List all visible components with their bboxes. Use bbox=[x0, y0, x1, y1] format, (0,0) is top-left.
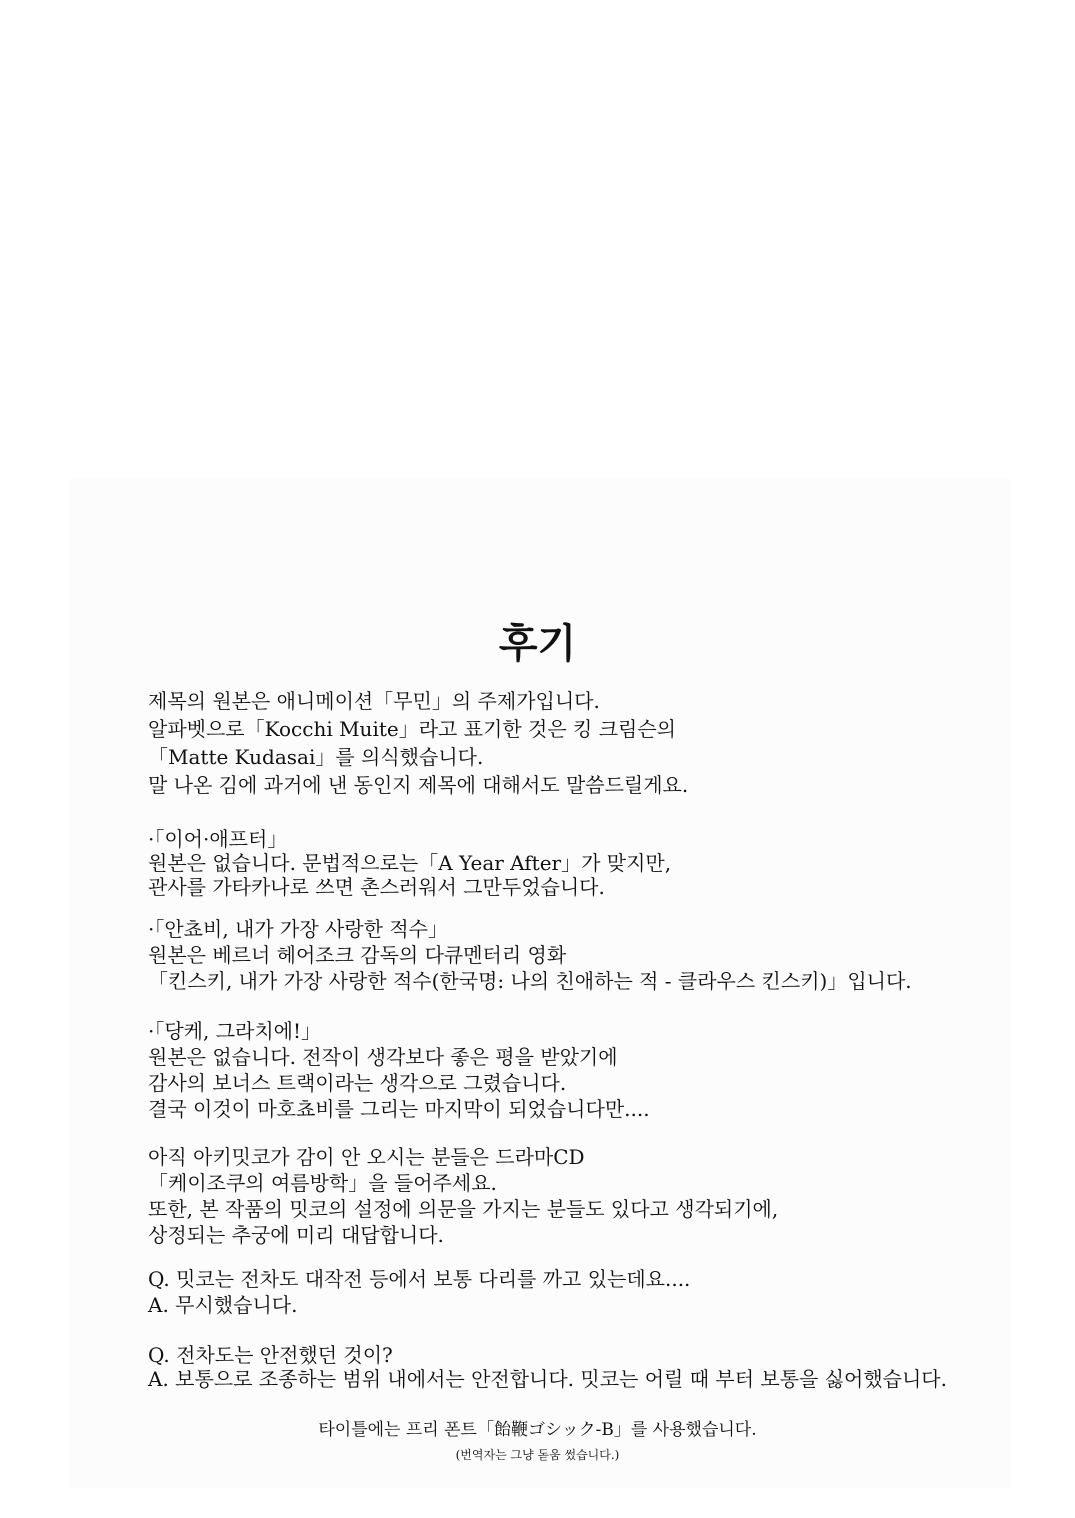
section-line: 상정되는 추궁에 미리 대답합니다. bbox=[148, 1223, 444, 1247]
section-heading: ·「안쵸비, 내가 가장 사랑한 적수」 bbox=[148, 917, 448, 941]
intro-line: 말 나온 김에 과거에 낸 동인지 제목에 대해서도 말씀드릴게요. bbox=[148, 773, 689, 797]
section-line: 아직 아키밋코가 감이 안 오시는 분들은 드라마CD bbox=[148, 1145, 585, 1169]
section-line: 관사를 가타카나로 쓰면 촌스러워서 그만두었습니다. bbox=[148, 875, 605, 899]
section-line: 감사의 보너스 트랙이라는 생각으로 그렸습니다. bbox=[148, 1071, 567, 1095]
section-line: 또한, 본 작품의 밋코의 설정에 의문을 가지는 분들도 있다고 생각되기에, bbox=[148, 1197, 779, 1221]
section-heading: ·「당케, 그라치에!」 bbox=[148, 1019, 322, 1043]
section-line: 결국 이것이 마호쵸비를 그리는 마지막이 되었습니다만.... bbox=[148, 1097, 650, 1121]
section-heading: ·「이어·애프터」 bbox=[148, 827, 288, 851]
section-line: 원본은 없습니다. 문법적으로는「A Year After」가 맞지만, bbox=[148, 851, 672, 875]
section-line: 「킨스키, 내가 가장 사랑한 적수(한국명: 나의 친애하는 적 - 클라우스 킨스키)」입니다. bbox=[148, 969, 912, 993]
intro-line: 제목의 원본은 애니메이션「무민」의 주제가입니다. bbox=[148, 689, 600, 713]
section-line: 원본은 베르너 헤어조크 감독의 다큐멘터리 영화 bbox=[148, 943, 567, 967]
answer-line: A. 무시했습니다. bbox=[148, 1293, 298, 1317]
section-line: 「케이조쿠의 여름방학」을 들어주세요. bbox=[148, 1171, 497, 1195]
question-line: Q. 밋코는 전차도 대작전 등에서 보통 다리를 까고 있는데요.... bbox=[148, 1267, 691, 1291]
question-line: Q. 전차도는 안전했던 것이? bbox=[148, 1343, 393, 1367]
answer-line: A. 보통으로 조종하는 범위 내에서는 안전합니다. 밋코는 어릴 때 부터 보통을 싫어했습니다. bbox=[148, 1367, 947, 1391]
section-line: 원본은 없습니다. 전작이 생각보다 좋은 평을 받았기에 bbox=[148, 1045, 618, 1069]
page-title: 후기 bbox=[498, 621, 577, 667]
translator-note: (번역자는 그냥 돋움 썼습니다.) bbox=[455, 1448, 620, 1462]
intro-line: 알파벳으로「Kocchi Muite」라고 표기한 것은 킹 크림슨의 bbox=[148, 717, 676, 741]
font-credit: 타이틀에는 프리 폰트「飴鞭ゴシック-B」를 사용했습니다. bbox=[318, 1420, 757, 1440]
intro-line: 「Matte Kudasai」를 의식했습니다. bbox=[148, 745, 484, 769]
